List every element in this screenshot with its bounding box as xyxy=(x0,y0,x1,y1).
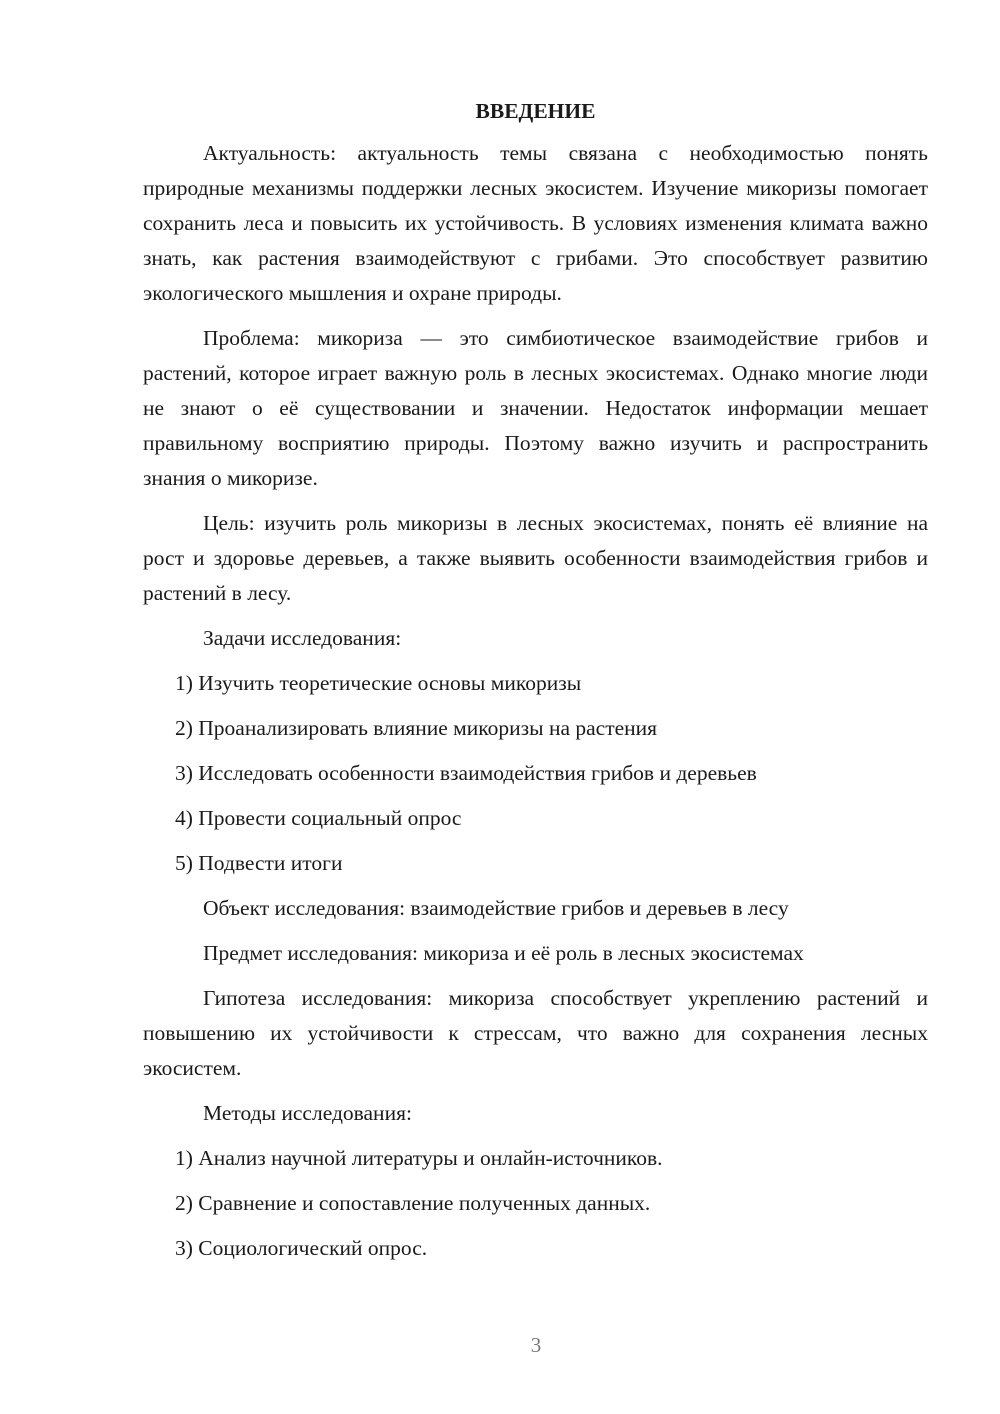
page-number: 3 xyxy=(530,1333,542,1357)
task-item: 5) Подвести итоги xyxy=(175,851,343,875)
method-item: 2) Сравнение и сопоставление полученных данных. xyxy=(175,1191,651,1215)
hypothesis-paragraph: Гипотеза исследования: микориза способствует укреплению растений и повышению их устойчивости к стрессам, что важно для сохранения лесных экосистем. xyxy=(143,986,928,1080)
relevance-paragraph: Актуальность: актуальность темы связана с необходимостью понять природные механизмы поддержки лесных экосистем. Изучение микоризы помогает сохранить леса и повысить их устойчивость. В условиях изменения климата важно знать, как растения взаимодействуют с грибами. Это способствует развитию экологического мышления и охране природы. xyxy=(143,141,928,305)
problem-paragraph: Проблема: микориза — это симбиотическое взаимодействие грибов и растений, которое играет важную роль в лесных экосистемах. Однако многие люди не знают о её существовании и значении. Недостаток информации мешает правильному восприятию природы. Поэтому важно изучить и распространить знания о микоризе. xyxy=(143,326,928,490)
goal-paragraph: Цель: изучить роль микоризы в лесных экосистемах, понять её влияние на рост и здоровье деревьев, а также выявить особенности взаимодействия грибов и растений в лесу. xyxy=(143,511,928,605)
task-item: 1) Изучить теоретические основы микоризы xyxy=(175,671,582,695)
document-page xyxy=(143,96,928,1276)
methods-heading: Методы исследования: xyxy=(203,1101,412,1125)
method-item: 1) Анализ научной литературы и онлайн-источников. xyxy=(175,1146,663,1170)
task-item: 3) Исследовать особенности взаимодействия грибов и деревьев xyxy=(175,761,757,785)
task-item: 4) Провести социальный опрос xyxy=(175,806,462,830)
tasks-heading: Задачи исследования: xyxy=(203,626,402,650)
research-object: Объект исследования: взаимодействие грибов и деревьев в лесу xyxy=(203,896,789,920)
method-item: 3) Социологический опрос. xyxy=(175,1236,428,1260)
section-title: ВВЕДЕНИЕ xyxy=(475,99,596,123)
research-subject: Предмет исследования: микориза и её роль в лесных экосистемах xyxy=(203,941,804,965)
task-item: 2) Проанализировать влияние микоризы на растения xyxy=(175,716,658,740)
